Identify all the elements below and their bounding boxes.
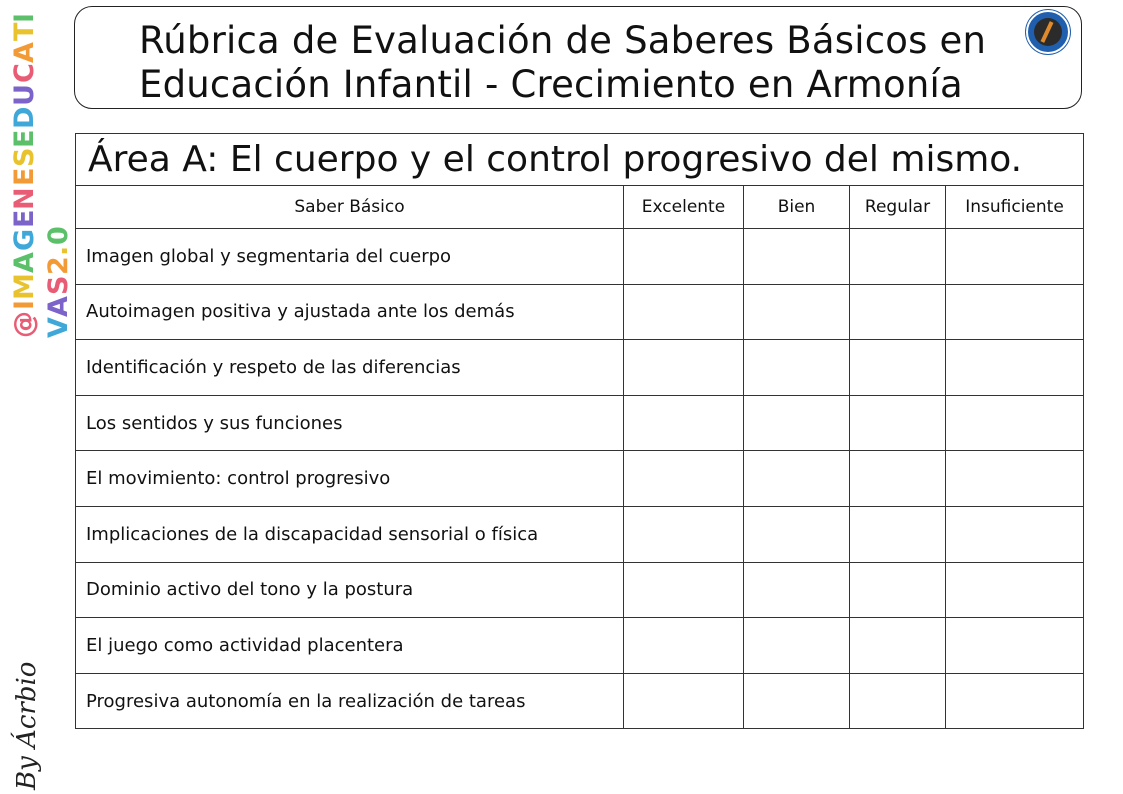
area-title-row: [76, 134, 1084, 186]
table-row: [76, 340, 1084, 396]
column-header-bien: Bien: [744, 186, 850, 229]
grade-cell-insuficiente[interactable]: [946, 673, 1084, 729]
table-row: [76, 229, 1084, 285]
brand-letter: V: [43, 316, 74, 338]
saber-label: Autoimagen positiva y ajustada ante los demás: [76, 284, 624, 340]
table-row: [76, 451, 1084, 507]
grade-cell-insuficiente[interactable]: [946, 284, 1084, 340]
column-header-excelente: Excelente: [624, 186, 744, 229]
grade-cell-regular[interactable]: [850, 451, 946, 507]
grade-cell-regular[interactable]: [850, 284, 946, 340]
brand-letter: T: [9, 22, 40, 42]
rubric-table: [75, 133, 1084, 729]
brand-letter: N: [9, 186, 40, 210]
brand-letter: 0: [43, 225, 74, 246]
grade-cell-regular[interactable]: [850, 229, 946, 285]
brand-letter: I: [9, 12, 40, 23]
title-box: [74, 6, 1082, 109]
saber-label: El juego como actividad placentera: [76, 618, 624, 674]
brand-letter: S: [9, 147, 40, 168]
brand-watermark: [8, 8, 76, 338]
table-row: [76, 673, 1084, 729]
grade-cell-bien[interactable]: [744, 562, 850, 618]
column-header-insuficiente: Insuficiente: [946, 186, 1084, 229]
grade-cell-insuficiente[interactable]: [946, 562, 1084, 618]
grade-cell-excelente[interactable]: [624, 340, 744, 396]
brand-letter: M: [9, 272, 40, 300]
saber-label: Los sentidos y sus funciones: [76, 395, 624, 451]
grade-cell-bien[interactable]: [744, 229, 850, 285]
brand-letter: U: [9, 83, 40, 106]
brand-letter: A: [9, 41, 40, 63]
grade-cell-regular[interactable]: [850, 506, 946, 562]
saber-label: Progresiva autonomía en la realización de tareas: [76, 673, 624, 729]
grade-cell-bien[interactable]: [744, 673, 850, 729]
grade-cell-excelente[interactable]: [624, 284, 744, 340]
grade-cell-excelente[interactable]: [624, 395, 744, 451]
brand-letter: 2: [43, 255, 74, 276]
table-row: [76, 562, 1084, 618]
title-line-1: Rúbrica de Evaluación de Saberes Básicos en: [139, 19, 987, 62]
column-header-regular: Regular: [850, 186, 946, 229]
grade-cell-bien[interactable]: [744, 451, 850, 507]
grade-cell-excelente[interactable]: [624, 562, 744, 618]
grade-cell-insuficiente[interactable]: [946, 506, 1084, 562]
brand-letter: A: [43, 295, 74, 317]
grade-cell-excelente[interactable]: [624, 229, 744, 285]
brand-letter: @: [9, 310, 40, 338]
brand-letter: A: [9, 251, 40, 273]
grade-cell-excelente[interactable]: [624, 618, 744, 674]
school-logo-icon: [1026, 10, 1070, 54]
header-row: [76, 186, 1084, 229]
area-title: Área A: El cuerpo y el control progresivo del mismo.: [76, 134, 1084, 186]
grade-cell-bien[interactable]: [744, 618, 850, 674]
column-header-saber: Saber Básico: [76, 186, 624, 229]
grade-cell-insuficiente[interactable]: [946, 451, 1084, 507]
grade-cell-bien[interactable]: [744, 506, 850, 562]
title-line-2: Educación Infantil - Crecimiento en Armonía: [139, 63, 963, 106]
saber-label: Dominio activo del tono y la postura: [76, 562, 624, 618]
grade-cell-excelente[interactable]: [624, 673, 744, 729]
grade-cell-regular[interactable]: [850, 340, 946, 396]
grade-cell-excelente[interactable]: [624, 451, 744, 507]
saber-label: Imagen global y segmentaria del cuerpo: [76, 229, 624, 285]
grade-cell-regular[interactable]: [850, 618, 946, 674]
grade-cell-insuficiente[interactable]: [946, 395, 1084, 451]
brand-letter: E: [9, 209, 40, 229]
grade-cell-bien[interactable]: [744, 340, 850, 396]
author-signature: By Ácrbio: [12, 661, 42, 790]
brand-letter: D: [9, 105, 40, 129]
brand-letter: C: [9, 62, 40, 84]
grade-cell-insuficiente[interactable]: [946, 340, 1084, 396]
brand-letter: E: [9, 167, 40, 187]
table-row: [76, 506, 1084, 562]
saber-label: Implicaciones de la discapacidad sensorial o física: [76, 506, 624, 562]
grade-cell-regular[interactable]: [850, 673, 946, 729]
grade-cell-insuficiente[interactable]: [946, 618, 1084, 674]
grade-cell-regular[interactable]: [850, 562, 946, 618]
brand-letter: E: [9, 128, 40, 148]
brand-letter: S: [43, 275, 74, 296]
brand-letter: I: [9, 299, 40, 311]
grade-cell-bien[interactable]: [744, 395, 850, 451]
saber-label: Identificación y respeto de las diferencias: [76, 340, 624, 396]
grade-cell-bien[interactable]: [744, 284, 850, 340]
grade-cell-excelente[interactable]: [624, 506, 744, 562]
brand-letter: G: [9, 228, 40, 252]
grade-cell-regular[interactable]: [850, 395, 946, 451]
brand-letter: .: [43, 245, 74, 256]
table-row: [76, 395, 1084, 451]
table-row: [76, 618, 1084, 674]
saber-label: El movimiento: control progresivo: [76, 451, 624, 507]
grade-cell-insuficiente[interactable]: [946, 229, 1084, 285]
table-row: [76, 284, 1084, 340]
